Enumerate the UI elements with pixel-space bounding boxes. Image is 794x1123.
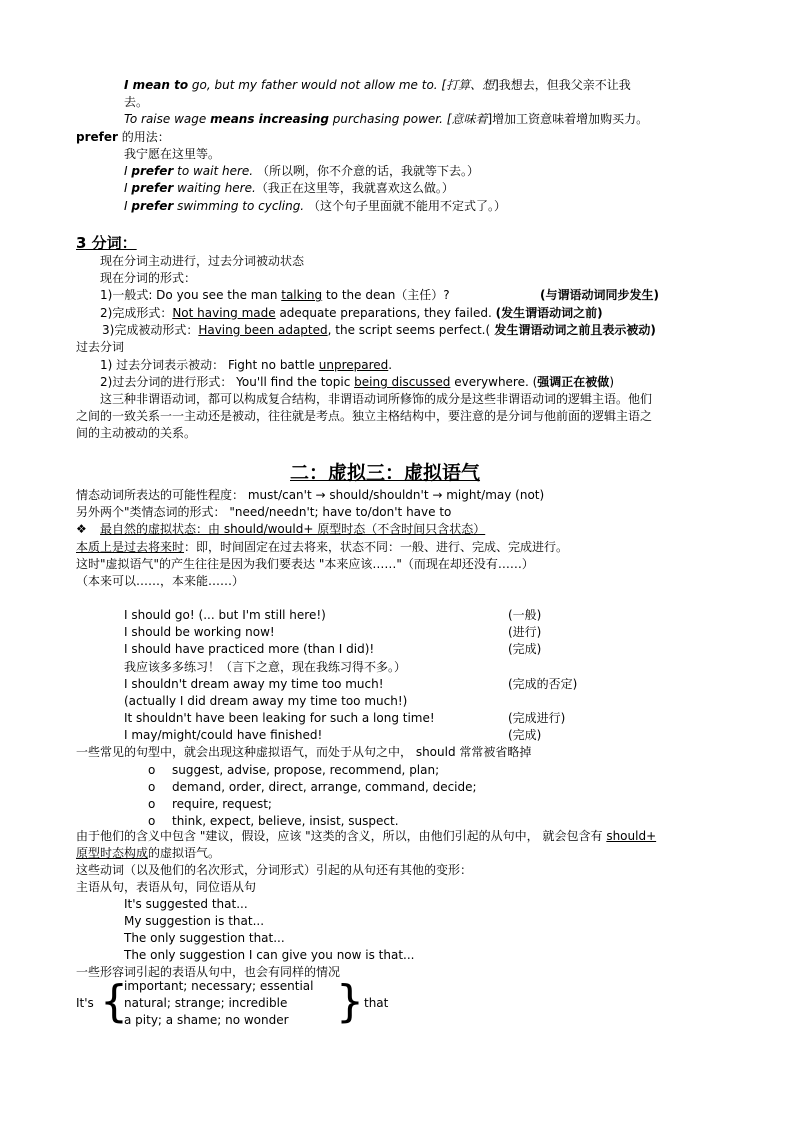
text: waiting here. bbox=[173, 181, 256, 195]
subjunctive-line-3: 最自然的虚拟状态：由 should/would+ 原型时态（不含时间只含状态） bbox=[100, 522, 486, 536]
adjective-line: 一些形容词引起的表语从句中，也会有同样的情况 bbox=[76, 965, 341, 979]
text: 意味着 bbox=[451, 112, 488, 126]
text: everywhere. ( bbox=[450, 375, 538, 389]
circle-bullet-icon: o bbox=[148, 797, 156, 811]
prefer-line-4 bbox=[124, 198, 506, 214]
participle-line-8 bbox=[100, 374, 614, 390]
diamond-bullet-icon: ❖ bbox=[76, 522, 87, 536]
circle-bullet-icon: o bbox=[148, 780, 156, 794]
adjective-group-2: natural; strange; incredible bbox=[124, 996, 288, 1010]
meaning-line-1 bbox=[76, 828, 656, 844]
that-label: that bbox=[364, 996, 389, 1010]
right-brace-icon: } bbox=[336, 976, 364, 1027]
subjunctive-line-6: （本来可以……，本来能……） bbox=[76, 574, 245, 588]
text: purchasing power. [ bbox=[328, 112, 452, 126]
text: 1) 过去分词表示被动： Fight no battle bbox=[100, 358, 319, 372]
text: ) bbox=[609, 375, 614, 389]
text: being discussed bbox=[354, 375, 451, 389]
text: prefer bbox=[131, 181, 174, 195]
participle-para-3: 间的主动被动的关系。 bbox=[76, 426, 197, 440]
example-3-tag: (完成) bbox=[508, 642, 542, 656]
example-8-tag: (完成) bbox=[508, 728, 542, 742]
text: means increasing bbox=[210, 112, 329, 126]
prefer-heading bbox=[76, 129, 170, 145]
list-item: suggest, advise, propose, recommend, plan; bbox=[172, 763, 440, 777]
section-participle-title: 3 分词： bbox=[76, 234, 137, 252]
clause-example-2: My suggestion is that... bbox=[124, 914, 265, 928]
text: 2)完成形式： bbox=[100, 306, 173, 320]
text: ]增加工资意味着增加购买力。 bbox=[487, 112, 649, 126]
text: I bbox=[124, 199, 132, 213]
circle-bullet-icon: o bbox=[148, 763, 156, 777]
text: 1)一般式: Do you see the man bbox=[100, 288, 282, 302]
prefer-line-3 bbox=[124, 180, 454, 196]
text: unprepared bbox=[318, 358, 389, 372]
participle-para-1: 这三种非谓语动词，都可以构成复合结构，非谓语动词所修饰的成分是这些非谓语动词的逻辑主语。他们 bbox=[100, 392, 653, 406]
text: 3)完成被动形式： bbox=[102, 323, 199, 337]
subjunctive-line-5: 这时"虚拟语气"的产生往往是因为我们要表达 "本来应该……"（而现在却还没有……） bbox=[76, 557, 534, 571]
text: To raise wage bbox=[124, 112, 211, 126]
example-2-tag: (进行) bbox=[508, 625, 542, 639]
prefer-line-1: 我宁愿在这里等。 bbox=[124, 147, 221, 161]
participle-line-1: 现在分词主动进行，过去分词被动状态 bbox=[100, 254, 305, 268]
text: swimming to cycling. bbox=[173, 199, 305, 213]
example-6: (actually I did dream away my time too much!) bbox=[124, 694, 408, 708]
participle-line-2: 现在分词的形式： bbox=[100, 271, 197, 285]
clause-example-4: The only suggestion I can give you now is that... bbox=[124, 948, 415, 962]
example-3: I should have practiced more (than I did)! bbox=[124, 642, 375, 656]
text: talking bbox=[281, 288, 323, 302]
participle-line-3 bbox=[100, 287, 450, 303]
example-5: I shouldn't dream away my time too much! bbox=[124, 677, 384, 691]
section-subjunctive-title: 二：虚拟三：虚拟语气 bbox=[290, 462, 481, 484]
left-brace-icon: { bbox=[100, 976, 128, 1027]
text: 发生谓语动词之前且表示被动) bbox=[490, 323, 656, 337]
participle-line-6: 过去分词 bbox=[76, 340, 125, 354]
example-2: I should be working now! bbox=[124, 625, 275, 639]
adjective-group-1: important; necessary; essential bbox=[124, 979, 314, 993]
text: 打算、想 bbox=[446, 78, 495, 92]
example-1-tag: (一般) bbox=[508, 608, 542, 622]
subjunctive-line-1: 情态动词所表达的可能性程度： must/can't → should/shouldn't → might/may (not) bbox=[76, 488, 545, 502]
example-8: I may/might/could have finished! bbox=[124, 728, 323, 742]
text: 由于他们的含义中包含 "建议，假设，应该 "这类的含义，所以，由他们引起的从句中， 就会包含有 bbox=[76, 829, 607, 843]
example-1: I should go! (... but I'm still here!) bbox=[124, 608, 326, 622]
line-mean-to bbox=[124, 77, 631, 93]
text: 的用法： bbox=[117, 130, 170, 144]
text: 2)过去分词的进行形式： You'll find the topic bbox=[100, 375, 355, 389]
text: Not having made bbox=[172, 306, 276, 320]
line-means-increasing bbox=[124, 111, 648, 127]
text: to the dean（主任）? bbox=[322, 288, 450, 302]
common-patterns-line: 一些常见的句型中，就会出现这种虚拟语气，而处于从句之中， should 常常被省略掉 bbox=[76, 745, 532, 759]
list-item: require, request; bbox=[172, 797, 272, 811]
text: should+ bbox=[606, 829, 657, 843]
text: ：即，时间固定在过去将来，状态不同：一般、进行、完成、完成进行。 bbox=[184, 540, 569, 554]
text: （我正在这里等，我就喜欢这么做。） bbox=[255, 181, 454, 195]
list-item: demand, order, direct, arrange, command, decide; bbox=[172, 780, 477, 794]
text: prefer bbox=[131, 164, 174, 178]
subjunctive-line-2: 另外两个"类情态词的形式： "need/needn't; have to/don't have to bbox=[76, 505, 452, 519]
text: . bbox=[388, 358, 393, 372]
participle-line-7 bbox=[100, 357, 392, 373]
text: 原型时态构成 bbox=[76, 846, 149, 860]
text: (发生谓语动词之前) bbox=[495, 306, 603, 320]
participle-para-2: 之间的一致关系一一主动还是被动，往往就是考点。独立主格结构中，要注意的是分词与他前面的逻辑主语之 bbox=[76, 409, 653, 423]
text: adequate preparations, they failed. bbox=[275, 306, 496, 320]
text: to wait here. bbox=[173, 164, 254, 178]
adjective-group-3: a pity; a shame; no wonder bbox=[124, 1013, 289, 1027]
participle-line-4 bbox=[100, 305, 603, 321]
text: prefer bbox=[131, 199, 174, 213]
variants-line: 这些动词（以及他们的名次形式，分词形式）引起的从句还有其他的变形： bbox=[76, 863, 473, 877]
example-5-tag: (完成的否定) bbox=[508, 677, 578, 691]
circle-bullet-icon: o bbox=[148, 814, 156, 828]
meaning-line-2 bbox=[76, 845, 220, 861]
participle-line-5 bbox=[102, 322, 656, 338]
text: 的虚拟语气。 bbox=[148, 846, 221, 860]
clause-example-3: The only suggestion that... bbox=[124, 931, 285, 945]
participle-note-1: (与谓语动词同步发生) bbox=[540, 288, 659, 302]
text: I bbox=[124, 164, 132, 178]
text: （所以咧，你不介意的话，我就等下去。） bbox=[253, 164, 479, 178]
text: go, but my father would not allow me to. [ bbox=[188, 78, 447, 92]
text: I bbox=[124, 181, 132, 195]
text: 强调正在被做 bbox=[537, 375, 610, 389]
text: Having been adapted bbox=[198, 323, 328, 337]
example-4: 我应该多多练习！（言下之意，现在我练习得不多。） bbox=[124, 660, 407, 674]
prefer-line-2 bbox=[124, 163, 479, 179]
line-mean-to-cont: 去。 bbox=[124, 95, 149, 109]
example-7-tag: (完成进行) bbox=[508, 711, 566, 725]
example-7: It shouldn't have been leaking for such a long time! bbox=[124, 711, 435, 725]
text: ]我想去，但我父亲不让我 bbox=[494, 78, 631, 92]
text: 本质上是过去将来时 bbox=[76, 540, 185, 554]
subjunctive-line-4 bbox=[76, 539, 568, 555]
its-label: It's bbox=[76, 996, 94, 1010]
text: prefer bbox=[76, 130, 118, 144]
clause-types-line: 主语从句，表语从句，同位语从句 bbox=[76, 880, 257, 894]
text: , the script seems perfect.( bbox=[327, 323, 491, 337]
text: I mean to bbox=[124, 78, 189, 92]
text: （这个句子里面就不能用不定式了。） bbox=[304, 199, 506, 213]
clause-example-1: It's suggested that... bbox=[124, 897, 248, 911]
list-item: think, expect, believe, insist, suspect. bbox=[172, 814, 399, 828]
